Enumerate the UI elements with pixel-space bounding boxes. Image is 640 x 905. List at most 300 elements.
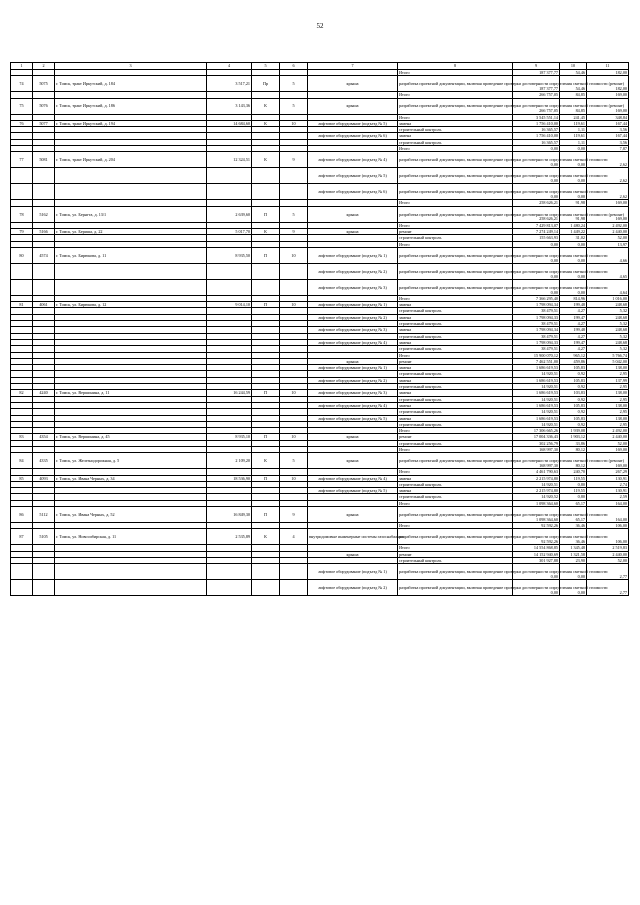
cost-total-cell: 1 098 364,60 xyxy=(513,507,560,523)
area-cell: 8 935,50 xyxy=(207,247,252,263)
cost-per-sqm-cell: 119,55 xyxy=(560,475,587,481)
floors-cell: 10 xyxy=(280,120,308,126)
service-type-cell: разработка проектной документации, включая проведение проверки достоверности определения сметной стоимости xyxy=(398,279,513,295)
house-code-cell xyxy=(33,580,55,596)
cost-per-sqm-cell: 0,80 xyxy=(560,494,587,500)
house-code-cell: 4093 xyxy=(33,475,55,481)
cost-total-cell: 155 663,93 xyxy=(513,235,560,241)
cost-per-sqm-cell: 119,61 xyxy=(560,133,587,139)
cost-per-sqm-cell: 240,70 xyxy=(560,469,587,475)
floors-cell xyxy=(280,263,308,279)
address-cell: г. Томск, тракт Иркутский, д. 194 xyxy=(55,120,207,126)
cost-limit-cell: 13,97 xyxy=(587,241,629,247)
service-type-cell: Итого xyxy=(398,241,513,247)
cost-per-sqm-cell: 1 939,08 xyxy=(560,428,587,434)
table-row xyxy=(11,120,629,126)
cost-total-cell: 1 686 619,53 xyxy=(513,415,560,421)
area-cell xyxy=(207,580,252,596)
service-type-cell: замена xyxy=(398,314,513,320)
work-type-cell: лифтовое оборудование (подъезд № 3) xyxy=(308,327,398,333)
service-type-cell: Итого xyxy=(398,70,513,76)
cost-per-sqm-cell: 0,00 xyxy=(560,279,587,295)
service-type-cell: разработка проектной документации, включая проведение проверки достоверности определения сметной стоимости (ремонт) xyxy=(398,98,513,114)
table-row xyxy=(11,453,629,469)
house-code-cell: 5105 xyxy=(33,529,55,545)
service-type-cell: ремонт xyxy=(398,228,513,234)
cost-limit-cell: 3,56 xyxy=(587,139,629,145)
cost-limit-cell: 2 440,00 xyxy=(587,434,629,440)
house-code-cell: 5075 xyxy=(33,76,55,92)
cost-total-cell: 187 377,77 xyxy=(513,76,560,92)
cost-limit-cell: 2,95 xyxy=(587,409,629,415)
cost-limit-cell: 169,00 xyxy=(587,446,629,452)
row-number-cell xyxy=(11,564,33,580)
floors-cell: 9 xyxy=(280,507,308,523)
cost-limit-cell: 2 440,00 xyxy=(587,551,629,557)
cost-total-cell: 0,00 xyxy=(513,247,560,263)
cost-per-sqm-cell: 65,17 xyxy=(560,507,587,523)
cost-per-sqm-cell: 91,98 xyxy=(560,206,587,222)
row-number-cell: 74 xyxy=(11,76,33,92)
area-cell: 3 517,21 xyxy=(207,76,252,92)
cost-limit-cell: 2,95 xyxy=(587,371,629,377)
work-type-cell: лифтовое оборудование (подъезд № 6) xyxy=(308,133,398,139)
service-type-cell: строительный контроль xyxy=(398,127,513,133)
service-type-cell: Итого xyxy=(398,469,513,475)
work-type-cell: лифтовое оборудование (подъезд № 5) xyxy=(308,120,398,126)
cost-limit-cell: 169,00 xyxy=(587,200,629,206)
address-cell: г. Томск, ул. Бериша, д. 22 xyxy=(55,228,207,234)
service-type-cell: Итого xyxy=(398,92,513,98)
house-code-cell xyxy=(33,279,55,295)
cost-limit-cell: 4,65 xyxy=(587,263,629,279)
row-number-cell: 82 xyxy=(11,390,33,396)
table-row xyxy=(11,529,629,545)
header-row xyxy=(11,63,629,70)
cost-total-cell: 0,00 xyxy=(513,168,560,184)
work-type-cell: крыша xyxy=(308,434,398,440)
row-number-cell: 83 xyxy=(11,434,33,440)
cost-total-cell: 168 997,30 xyxy=(513,453,560,469)
cost-total-cell: 258 626,21 xyxy=(513,200,560,206)
floors-cell xyxy=(280,564,308,580)
cost-per-sqm-cell: 1 321,58 xyxy=(560,551,587,557)
cost-limit-cell: 5,32 xyxy=(587,346,629,352)
address-cell xyxy=(55,580,207,596)
cost-per-sqm-cell: 80,12 xyxy=(560,446,587,452)
service-type-cell: разработка проектной документации, включая проведение проверки достоверности определения сметной стоимости xyxy=(398,184,513,200)
work-type-cell: лифтовое оборудование (подъезд № 2) xyxy=(308,314,398,320)
cost-limit-cell: 167,44 xyxy=(587,120,629,126)
house-code-cell: 5112 xyxy=(33,507,55,523)
cost-per-sqm-cell: 4,27 xyxy=(560,346,587,352)
cost-per-sqm-cell: 199,47 xyxy=(560,314,587,320)
service-type-cell: строительный контроль xyxy=(398,396,513,402)
address-cell xyxy=(55,184,207,200)
work-type-cell: крыша xyxy=(308,98,398,114)
service-type-cell: строительный контроль xyxy=(398,371,513,377)
cost-limit-cell: 2,62 xyxy=(587,184,629,200)
house-code-cell xyxy=(33,564,55,580)
cost-limit-cell: 130,91 xyxy=(587,475,629,481)
cost-total-cell: 1 686 619,53 xyxy=(513,390,560,396)
cost-total-cell: 266 757,05 xyxy=(513,92,560,98)
area-cell xyxy=(207,263,252,279)
cost-limit-cell: 267,29 xyxy=(587,469,629,475)
cost-total-cell: 38 479,51 xyxy=(513,346,560,352)
floors-cell xyxy=(280,279,308,295)
service-type-cell: замена xyxy=(398,133,513,139)
cost-per-sqm-cell: 0,00 xyxy=(560,247,587,263)
header-cell: 11 xyxy=(587,63,629,70)
service-type-cell: замена xyxy=(398,120,513,126)
service-type-cell: разработка проектной документации, включая проведение проверки достоверности определения сметной стоимости xyxy=(398,564,513,580)
header-cell: 4 xyxy=(207,63,252,70)
cost-limit-cell: 2,62 xyxy=(587,152,629,168)
address-cell: г. Томск, ул. Ивана Черных, д. 34 xyxy=(55,475,207,481)
table-row xyxy=(11,507,629,523)
cost-per-sqm-cell: 0,00 xyxy=(560,263,587,279)
header-cell: 3 xyxy=(55,63,207,70)
service-type-cell: замена xyxy=(398,402,513,408)
table-row xyxy=(11,580,629,596)
cost-limit-cell: 2,74 xyxy=(587,481,629,487)
cost-total-cell: 3 545 551,14 xyxy=(513,114,560,120)
work-type-cell: лифтовое оборудование (подъезд № 1) xyxy=(308,247,398,263)
wall-material-cell: П xyxy=(252,434,280,440)
cost-per-sqm-cell: 0,92 xyxy=(560,396,587,402)
floors-cell: 5 xyxy=(280,98,308,114)
cost-total-cell: 92 592,26 xyxy=(513,529,560,545)
service-type-cell: строительный контроль xyxy=(398,346,513,352)
table-row xyxy=(11,390,629,396)
wall-material-cell: К xyxy=(252,120,280,126)
cost-limit-cell: 137,99 xyxy=(587,377,629,383)
service-type-cell: замена xyxy=(398,365,513,371)
cost-limit-cell: 348,84 xyxy=(587,114,629,120)
cost-limit-cell: 5,32 xyxy=(587,333,629,339)
cost-limit-cell: 2 492,00 xyxy=(587,222,629,228)
wall-material-cell: К xyxy=(252,529,280,545)
service-type-cell: Итого xyxy=(398,200,513,206)
cost-total-cell: 302 256,79 xyxy=(513,440,560,446)
work-type-cell: лифтовое оборудование (подъезд № 1) xyxy=(308,564,398,580)
cost-per-sqm-cell: 1 449,22 xyxy=(560,228,587,234)
cost-total-cell: 14 920,51 xyxy=(513,409,560,415)
house-code-cell: 4574 xyxy=(33,247,55,263)
area-cell: 9 014,10 xyxy=(207,302,252,308)
cost-per-sqm-cell: 0,00 xyxy=(560,152,587,168)
work-type-cell: лифтовое оборудование (подъезд № 1) xyxy=(308,302,398,308)
cost-total-cell: 17 306 665,26 xyxy=(513,428,560,434)
cost-limit-cell: 5 042,00 xyxy=(587,358,629,364)
work-type-cell: крыша xyxy=(308,551,398,557)
cost-total-cell: 168 997,30 xyxy=(513,446,560,452)
cost-limit-cell: 182,00 xyxy=(587,70,629,76)
cost-per-sqm-cell: 54,46 xyxy=(560,70,587,76)
floors-cell xyxy=(280,580,308,596)
floors-cell: 10 xyxy=(280,247,308,263)
cost-total-cell: 0,00 xyxy=(513,263,560,279)
service-type-cell: Итого xyxy=(398,222,513,228)
wall-material-cell: К xyxy=(252,228,280,234)
cost-limit-cell: 2,62 xyxy=(587,168,629,184)
floors-cell: 5 xyxy=(280,76,308,92)
area-cell: 2 535,89 xyxy=(207,529,252,545)
cost-per-sqm-cell: 105,83 xyxy=(560,365,587,371)
cost-per-sqm-cell: 0,00 xyxy=(560,241,587,247)
cost-limit-cell: 2,77 xyxy=(587,564,629,580)
cost-per-sqm-cell: 65,17 xyxy=(560,500,587,506)
service-type-cell: замена xyxy=(398,302,513,308)
cost-total-cell: 301 927,88 xyxy=(513,557,560,563)
cost-total-cell: 38 479,51 xyxy=(513,333,560,339)
cost-per-sqm-cell: 36,46 xyxy=(560,523,587,529)
cost-total-cell: 0,00 xyxy=(513,564,560,580)
area-cell: 3 143,36 xyxy=(207,98,252,114)
wall-material-cell: К xyxy=(252,98,280,114)
house-code-cell: 4240 xyxy=(33,390,55,396)
cost-total-cell: 14 920,51 xyxy=(513,396,560,402)
cost-per-sqm-cell: 0,92 xyxy=(560,421,587,427)
row-number-cell xyxy=(11,580,33,596)
header-cell: 8 xyxy=(398,63,513,70)
table-row xyxy=(11,263,629,279)
row-number-cell: 79 xyxy=(11,228,33,234)
table-row xyxy=(11,564,629,580)
table-row xyxy=(11,98,629,114)
header-cell: 7 xyxy=(308,63,398,70)
address-cell xyxy=(55,564,207,580)
wall-material-cell: П xyxy=(252,302,280,308)
cost-total-cell: 1 798 094,33 xyxy=(513,314,560,320)
cost-total-cell: 0,00 xyxy=(513,184,560,200)
wall-material-cell: П xyxy=(252,390,280,396)
row-number-cell xyxy=(11,168,33,184)
area-cell: 16 849,30 xyxy=(207,507,252,523)
cost-limit-cell: 52,00 xyxy=(587,235,629,241)
service-type-cell: разработка проектной документации, включая проведение проверки достоверности определения сметной стоимости xyxy=(398,247,513,263)
cost-limit-cell: 248,68 xyxy=(587,314,629,320)
floors-cell xyxy=(280,168,308,184)
cost-total-cell: 1 686 619,53 xyxy=(513,365,560,371)
cost-total-cell: 1 756 410,00 xyxy=(513,120,560,126)
cost-total-cell: 14 920,51 xyxy=(513,384,560,390)
floors-cell: 10 xyxy=(280,390,308,396)
house-code-cell xyxy=(33,184,55,200)
work-type-cell: лифтовое оборудование (подъезд № 6) xyxy=(308,184,398,200)
house-code-cell: 5162 xyxy=(33,206,55,222)
cost-per-sqm-cell: 0,00 xyxy=(560,564,587,580)
cost-per-sqm-cell: 199,48 xyxy=(560,327,587,333)
cost-limit-cell: 2,95 xyxy=(587,384,629,390)
cost-total-cell: 14 920,51 xyxy=(513,371,560,377)
service-type-cell: замена xyxy=(398,339,513,345)
area-cell xyxy=(207,279,252,295)
cost-per-sqm-cell: 33,86 xyxy=(560,440,587,446)
cost-limit-cell: 2 519,83 xyxy=(587,545,629,551)
cost-limit-cell: 3,56 xyxy=(587,127,629,133)
service-type-cell: строительный контроль xyxy=(398,384,513,390)
cost-total-cell: 38 479,51 xyxy=(513,321,560,327)
row-number-cell: 78 xyxy=(11,206,33,222)
cost-limit-cell: 2 440,00 xyxy=(587,228,629,234)
house-code-cell: 4354 xyxy=(33,434,55,440)
wall-material-cell: П xyxy=(252,507,280,523)
cost-limit-cell: 4,64 xyxy=(587,279,629,295)
floors-cell: 5 xyxy=(280,453,308,469)
cost-total-cell: 7 366 295,40 xyxy=(513,295,560,301)
cost-total-cell: 14 152 940,69 xyxy=(513,551,560,557)
area-cell xyxy=(207,184,252,200)
service-type-cell: замена xyxy=(398,377,513,383)
service-type-cell: строительный контроль xyxy=(398,440,513,446)
cost-limit-cell: 5,32 xyxy=(587,308,629,314)
cost-per-sqm-cell: 0,00 xyxy=(560,146,587,152)
row-number-cell: 80 xyxy=(11,247,33,263)
service-type-cell: замена xyxy=(398,488,513,494)
cost-total-cell: 16 365,57 xyxy=(513,127,560,133)
address-cell: г. Томск, ул. Бирюкова, д. 12 xyxy=(55,302,207,308)
cost-per-sqm-cell: 1,11 xyxy=(560,139,587,145)
cost-total-cell: 1 686 619,53 xyxy=(513,377,560,383)
service-type-cell: строительный контроль xyxy=(398,494,513,500)
service-type-cell: строительный контроль xyxy=(398,139,513,145)
cost-per-sqm-cell: 23,90 xyxy=(560,557,587,563)
service-type-cell: замена xyxy=(398,475,513,481)
area-cell: 2 639,60 xyxy=(207,206,252,222)
cost-total-cell: 266 757,05 xyxy=(513,98,560,114)
work-type-cell: лифтовое оборудование (подъезд № 5) xyxy=(308,415,398,421)
cost-total-cell: 7 274 249,14 xyxy=(513,228,560,234)
cost-per-sqm-cell: 91,98 xyxy=(560,200,587,206)
cost-per-sqm-cell: 119,61 xyxy=(560,120,587,126)
service-type-cell: Итого xyxy=(398,295,513,301)
cost-total-cell: 92 592,26 xyxy=(513,523,560,529)
cost-per-sqm-cell: 0,92 xyxy=(560,409,587,415)
area-cell: 5 017,70 xyxy=(207,228,252,234)
header-cell: 1 xyxy=(11,63,33,70)
service-type-cell: замена xyxy=(398,390,513,396)
header-cell: 5 xyxy=(252,63,280,70)
cost-total-cell: 14 920,51 xyxy=(513,421,560,427)
cost-total-cell: 16 365,57 xyxy=(513,139,560,145)
work-type-cell: крыша xyxy=(308,507,398,523)
cost-limit-cell: 2,59 xyxy=(587,494,629,500)
service-type-cell: строительный контроль xyxy=(398,481,513,487)
cost-per-sqm-cell: 31,02 xyxy=(560,235,587,241)
address-cell: г. Томск, ул. Вершинина, д. 11 xyxy=(55,390,207,396)
work-type-cell: крыша xyxy=(308,206,398,222)
area-cell: 12 324,51 xyxy=(207,152,252,168)
cost-total-cell: 0,00 xyxy=(513,241,560,247)
row-number-cell: 85 xyxy=(11,475,33,481)
cost-limit-cell: 5,32 xyxy=(587,321,629,327)
cost-per-sqm-cell: 105,83 xyxy=(560,402,587,408)
area-cell xyxy=(207,168,252,184)
area-cell: 14 684,60 xyxy=(207,120,252,126)
cost-total-cell: 1 756 410,00 xyxy=(513,133,560,139)
work-type-cell: лифтовое оборудование (подъезд № 2) xyxy=(308,377,398,383)
service-type-cell: строительный контроль xyxy=(398,308,513,314)
row-number-cell xyxy=(11,184,33,200)
service-type-cell: строительный контроль xyxy=(398,421,513,427)
cost-limit-cell: 7,87 xyxy=(587,146,629,152)
cost-per-sqm-cell: 0,00 xyxy=(560,184,587,200)
floors-cell xyxy=(280,184,308,200)
service-type-cell: замена xyxy=(398,415,513,421)
header-cell: 6 xyxy=(280,63,308,70)
service-type-cell: Итого xyxy=(398,146,513,152)
cost-total-cell: 4 461 790,63 xyxy=(513,469,560,475)
cost-limit-cell: 138,00 xyxy=(587,390,629,396)
address-cell: г. Томск, ул. Новосибирская, д. 11 xyxy=(55,529,207,545)
cost-per-sqm-cell: 0,92 xyxy=(560,371,587,377)
wall-material-cell xyxy=(252,564,280,580)
cost-limit-cell: 164,00 xyxy=(587,500,629,506)
work-type-cell: внутридомовые инженерные системы газоснабжения xyxy=(308,529,398,545)
address-cell: г. Томск, тракт Иркутский, д. 204 xyxy=(55,152,207,168)
cost-limit-cell: 52,00 xyxy=(587,440,629,446)
table-row xyxy=(11,168,629,184)
area-cell xyxy=(207,564,252,580)
work-type-cell: лифтовое оборудование (подъезд № 4) xyxy=(308,339,398,345)
cost-per-sqm-cell: 4,27 xyxy=(560,308,587,314)
service-type-cell: разработка проектной документации, включая проведение проверки достоверности определения сметной стоимости xyxy=(398,152,513,168)
cost-total-cell: 0,00 xyxy=(513,580,560,596)
wall-material-cell: К xyxy=(252,453,280,469)
cost-limit-cell: 182,00 xyxy=(587,76,629,92)
cost-limit-cell: 2,95 xyxy=(587,396,629,402)
service-type-cell: ремонт xyxy=(398,358,513,364)
service-type-cell: разработка проектной документации, включая проведение проверки достоверности определения сметной стоимости xyxy=(398,580,513,596)
table-row xyxy=(11,76,629,92)
work-type-cell: крыша xyxy=(308,358,398,364)
cost-total-cell: 1 798 094,33 xyxy=(513,339,560,345)
service-type-cell: разработка проектной документации, включая проведение проверки достоверности определения сметной стоимости xyxy=(398,168,513,184)
capital-repair-table xyxy=(10,62,629,596)
house-code-cell: 5076 xyxy=(33,98,55,114)
cost-total-cell: 0,00 xyxy=(513,152,560,168)
work-type-cell: крыша xyxy=(308,228,398,234)
row-number-cell: 77 xyxy=(11,152,33,168)
table-row xyxy=(11,302,629,308)
service-type-cell: ремонт xyxy=(398,434,513,440)
wall-material-cell: П xyxy=(252,247,280,263)
wall-material-cell xyxy=(252,279,280,295)
cost-limit-cell: 248,68 xyxy=(587,339,629,345)
service-type-cell: строительный контроль xyxy=(398,557,513,563)
cost-limit-cell: 4,66 xyxy=(587,247,629,263)
house-code-cell: 5081 xyxy=(33,152,55,168)
cost-limit-cell: 138,00 xyxy=(587,365,629,371)
work-type-cell: лифтовое оборудование (подъезд № 4) xyxy=(308,152,398,168)
cost-limit-cell: 2,95 xyxy=(587,421,629,427)
cost-total-cell: 14 920,52 xyxy=(513,494,560,500)
address-cell: г. Томск, ул. Железнодорожная, д. 5 xyxy=(55,453,207,469)
address-cell: г. Томск, ул. Бирюкова, д. 11 xyxy=(55,247,207,263)
floors-cell: 9 xyxy=(280,152,308,168)
page-number: 52 xyxy=(316,22,324,30)
cost-limit-cell: 248,68 xyxy=(587,302,629,308)
cost-per-sqm-cell: 0,80 xyxy=(560,481,587,487)
table-row xyxy=(11,475,629,481)
cost-total-cell: 0,00 xyxy=(513,279,560,295)
house-code-cell: 5077 xyxy=(33,120,55,126)
address-cell: г. Томск, ул. Бернгта, д. 13/1 xyxy=(55,206,207,222)
work-type-cell: лифтовое оборудование (подъезд № 3) xyxy=(308,390,398,396)
cost-limit-cell: 167,44 xyxy=(587,133,629,139)
